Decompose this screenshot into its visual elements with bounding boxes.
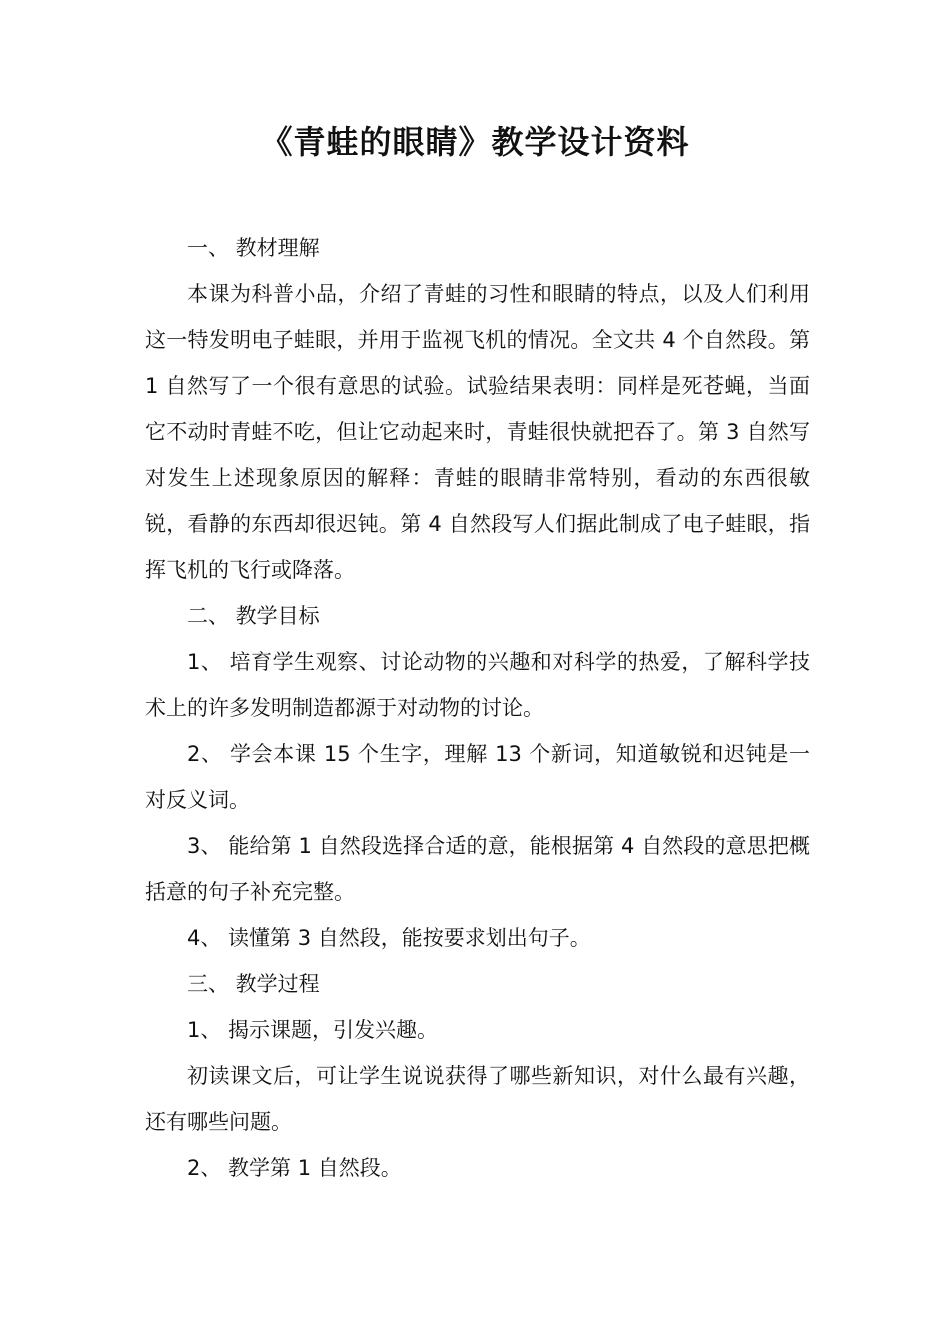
paragraph-textbook-summary: 本课为科普小品，介绍了青蛙的习性和眼睛的特点，以及人们利用这一特发明电子蛙眼，并用于监视飞机的情况。全文共 4 个自然段。第 1 自然写了一个很有意思的试验。试验结果表明：同样是死苍蝇，当面它不动时青蛙不吃，但让它动起来时，青蛙很快就把吞了。第 3 自然写对发生上述现象原因的解释：青蛙的眼睛非常特别，看动的东西很敏锐，看静的东西却很迟钝。第 4 自然段写人们据此制成了电子蛙眼，指挥飞机的飞行或降落。 [145,282,810,582]
goal-item-4: 4、 读懂第 3 自然段，能按要求划出句子。 [187,926,591,950]
process-step-1: 1、 揭示课题，引发兴趣。 [187,1018,439,1042]
process-step-1-detail: 初读课文后，可让学生说说获得了哪些新知识，对什么最有兴趣，还有哪些问题。 [145,1064,810,1134]
goal-item-3: 3、 能给第 1 自然段选择合适的意，能根据第 4 自然段的意思把概括意的句子补充完整。 [145,834,810,904]
section-heading-teaching-process: 三、 教学过程 [187,972,320,996]
document-body [145,225,810,1191]
goal-item-2: 2、 学会本课 15 个生字，理解 13 个新词，知道敏锐和迟钝是一对反义词。 [145,742,810,812]
process-step-2: 2、 教学第 1 自然段。 [187,1156,402,1180]
goal-item-1: 1、 培育学生观察、讨论动物的兴趣和对科学的热爱，了解科学技术上的许多发明制造都源于对动物的讨论。 [145,650,810,720]
document-title: 《青蛙的眼睛》教学设计资料 [260,123,690,161]
section-heading-textbook-understanding: 一、 教材理解 [187,236,320,260]
section-heading-teaching-goals: 二、 教学目标 [187,604,320,628]
